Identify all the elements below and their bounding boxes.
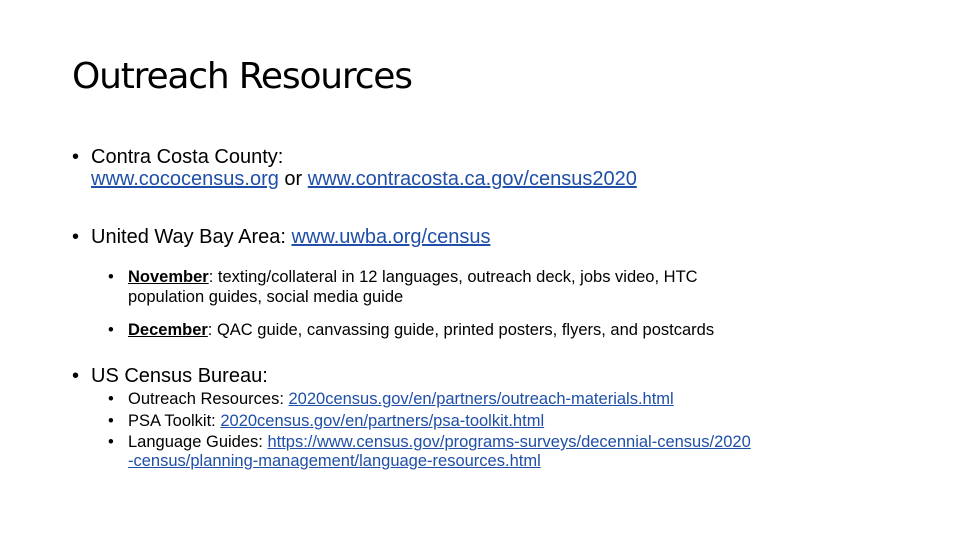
december-text: : QAC guide, canvassing guide, printed posters, flyers, and postcards (207, 321, 715, 339)
link-joiner: or (278, 168, 308, 190)
outreach-label: Outreach Resources: (128, 390, 289, 408)
bullet-label: United Way Bay Area: (91, 226, 292, 248)
link-language-resources[interactable]: https://www.census.gov/programs-surveys/decennial-census/2020 (267, 433, 751, 451)
bullet-dot: • (108, 268, 114, 286)
language-label: Language Guides: (128, 433, 268, 451)
link-language-resources-cont[interactable]: -census/planning-management/language-resources.html (128, 452, 541, 470)
bullet-dot: • (72, 226, 80, 248)
bullet-label: US Census Bureau: (91, 365, 268, 387)
link-cococensus[interactable]: www.cococensus.org (91, 168, 279, 190)
term-november: November (128, 268, 209, 286)
november-text: : texting/collateral in 12 languages, outreach deck, jobs video, HTC (208, 268, 698, 286)
link-psa-toolkit[interactable]: 2020census.gov/en/partners/psa-toolkit.html (220, 412, 545, 430)
bullet-dot: • (108, 390, 114, 408)
link-uwba[interactable]: www.uwba.org/census (291, 226, 491, 248)
november-text-cont: population guides, social media guide (128, 288, 404, 306)
bullet-dot: • (72, 365, 80, 387)
bullet-dot: • (72, 146, 80, 168)
term-december: December (128, 321, 208, 339)
bullet-dot: • (108, 412, 114, 430)
bullet-label: Contra Costa County: (91, 146, 284, 168)
link-contracosta[interactable]: www.contracosta.ca.gov/census2020 (307, 168, 637, 190)
link-outreach-materials[interactable]: 2020census.gov/en/partners/outreach-materials.html (288, 390, 674, 408)
slide-title: Outreach Resources (72, 56, 412, 97)
bullet-dot: • (108, 433, 114, 451)
bullet-dot: • (108, 321, 114, 339)
psa-label: PSA Toolkit: (128, 412, 221, 430)
